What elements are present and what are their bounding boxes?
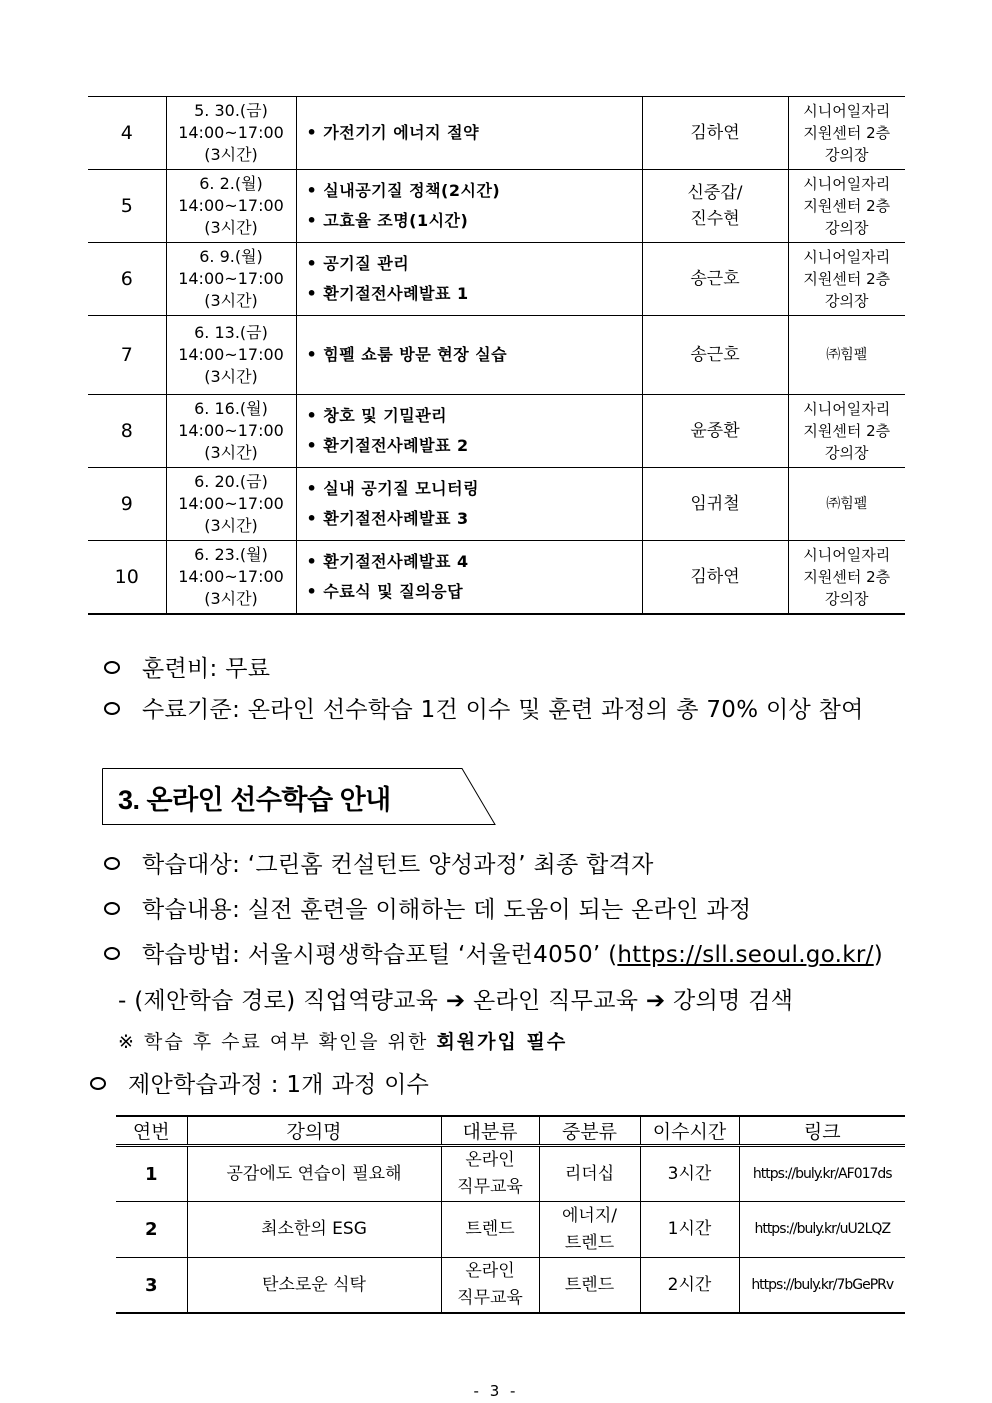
course-major: 온라인 직무교육 [441, 1258, 539, 1314]
col-header: 링크 [739, 1116, 905, 1146]
session-instructor: 신중갑/ 진수현 [642, 170, 788, 243]
course-number: 1 [116, 1146, 187, 1202]
session-date: 6. 23.(월) 14:00~17:00 (3시간) [166, 541, 296, 614]
section-heading [102, 768, 497, 825]
col-header: 중분류 [539, 1116, 640, 1146]
session-topics: • 창호 및 기밀관리 • 환기절전사례발표 2 [296, 395, 642, 468]
course-major: 온라인 직무교육 [441, 1146, 539, 1202]
content-line: 학습내용: 실전 훈련을 이해하는 데 도움이 되는 온라인 과정 [104, 891, 751, 924]
course-minor: 리더십 [539, 1146, 640, 1202]
session-topics: • 실내공기질 정책(2시간) • 고효율 조명(1시간) [296, 170, 642, 243]
courses-table [116, 1115, 905, 1314]
course-row [116, 1146, 905, 1202]
page-number: - 3 - [473, 1382, 519, 1400]
circle-bullet-icon [104, 857, 120, 870]
session-topics: • 실내 공기질 모니터링 • 환기절전사례발표 3 [296, 468, 642, 541]
session-number: 9 [88, 468, 166, 541]
col-header: 강의명 [187, 1116, 441, 1146]
session-instructor: 윤종환 [642, 395, 788, 468]
course-row [116, 1202, 905, 1258]
session-date: 5. 30.(금) 14:00~17:00 (3시간) [166, 97, 296, 170]
circle-bullet-icon [104, 702, 120, 715]
session-instructor: 김하연 [642, 97, 788, 170]
course-name: 탄소로운 식탁 [187, 1258, 441, 1314]
course-major: 트렌드 [441, 1202, 539, 1258]
col-header: 연번 [116, 1116, 187, 1146]
circle-bullet-icon [90, 1077, 106, 1090]
circle-bullet-icon [104, 947, 120, 960]
schedule-row [88, 468, 905, 541]
arrow-right-icon: ➔ [645, 988, 666, 1014]
course-minor: 트렌드 [539, 1258, 640, 1314]
session-number: 8 [88, 395, 166, 468]
session-date: 6. 9.(월) 14:00~17:00 (3시간) [166, 243, 296, 316]
section-title: 3. 온라인 선수학습 안내 [118, 785, 391, 815]
session-topics: • 가전기기 에너지 절약 [296, 97, 642, 170]
criteria-line: 수료기준: 온라인 선수학습 1건 이수 및 훈련 과정의 총 70% 이상 참여 [104, 691, 864, 724]
session-number: 10 [88, 541, 166, 614]
method-line: 학습방법: 서울시평생학습포털 ‘서울런4050’ (https://sll.seoul.go.kr/) [104, 936, 883, 969]
circle-bullet-icon [104, 902, 120, 915]
session-topics: • 힘펠 쇼룸 방문 현장 실습 [296, 316, 642, 395]
circle-bullet-icon [104, 661, 120, 674]
session-topics: • 환기절전사례발표 4 • 수료식 및 질의응답 [296, 541, 642, 614]
session-location: ㈜힘펠 [788, 316, 905, 395]
schedule-row [88, 170, 905, 243]
col-header: 이수시간 [640, 1116, 739, 1146]
courses-header-row [116, 1116, 905, 1146]
session-date: 6. 2.(월) 14:00~17:00 (3시간) [166, 170, 296, 243]
session-instructor: 김하연 [642, 541, 788, 614]
suggest-line: 제안학습과정 : 1개 과정 이수 [90, 1066, 429, 1099]
signup-note: ※ 학습 후 수료 여부 확인을 위한 회원가입 필수 [118, 1031, 568, 1053]
session-location: ㈜힘펠 [788, 468, 905, 541]
schedule-row [88, 395, 905, 468]
schedule-row [88, 541, 905, 614]
session-location: 시니어일자리 지원센터 2층 강의장 [788, 170, 905, 243]
session-instructor: 임귀철 [642, 468, 788, 541]
session-location: 시니어일자리 지원센터 2층 강의장 [788, 395, 905, 468]
session-number: 6 [88, 243, 166, 316]
schedule-row [88, 316, 905, 395]
session-number: 5 [88, 170, 166, 243]
course-number: 2 [116, 1202, 187, 1258]
schedule-row [88, 243, 905, 316]
portal-link[interactable]: https://sll.seoul.go.kr/ [617, 942, 874, 968]
course-link[interactable]: https://buly.kr/uU2LQZ [739, 1202, 905, 1258]
session-location: 시니어일자리 지원센터 2층 강의장 [788, 541, 905, 614]
col-header: 대분류 [441, 1116, 539, 1146]
session-number: 4 [88, 97, 166, 170]
course-name: 공감에도 연습이 필요해 [187, 1146, 441, 1202]
session-location: 시니어일자리 지원센터 2층 강의장 [788, 243, 905, 316]
course-link[interactable]: https://buly.kr/AF017ds [739, 1146, 905, 1202]
session-number: 7 [88, 316, 166, 395]
session-instructor: 송근호 [642, 316, 788, 395]
session-date: 6. 16.(월) 14:00~17:00 (3시간) [166, 395, 296, 468]
course-row [116, 1258, 905, 1314]
schedule-table [88, 96, 905, 615]
course-hours: 2시간 [640, 1258, 739, 1314]
session-topics: • 공기질 관리 • 환기절전사례발표 1 [296, 243, 642, 316]
arrow-right-icon: ➔ [445, 988, 466, 1014]
fee-line: 훈련비: 무료 [104, 650, 270, 683]
session-date: 6. 20.(금) 14:00~17:00 (3시간) [166, 468, 296, 541]
session-location: 시니어일자리 지원센터 2층 강의장 [788, 97, 905, 170]
path-line: - (제안학습 경로) 직업역량교육 ➔ 온라인 직무교육 ➔ 강의명 검색 [118, 988, 794, 1014]
course-name: 최소한의 ESG [187, 1202, 441, 1258]
schedule-row [88, 97, 905, 170]
session-date: 6. 13.(금) 14:00~17:00 (3시간) [166, 316, 296, 395]
course-minor: 에너지/ 트렌드 [539, 1202, 640, 1258]
session-instructor: 송근호 [642, 243, 788, 316]
course-hours: 1시간 [640, 1202, 739, 1258]
target-line: 학습대상: ‘그린홈 컨설턴트 양성과정’ 최종 합격자 [104, 846, 654, 879]
course-hours: 3시간 [640, 1146, 739, 1202]
course-number: 3 [116, 1258, 187, 1314]
course-link[interactable]: https://buly.kr/7bGePRv [739, 1258, 905, 1314]
